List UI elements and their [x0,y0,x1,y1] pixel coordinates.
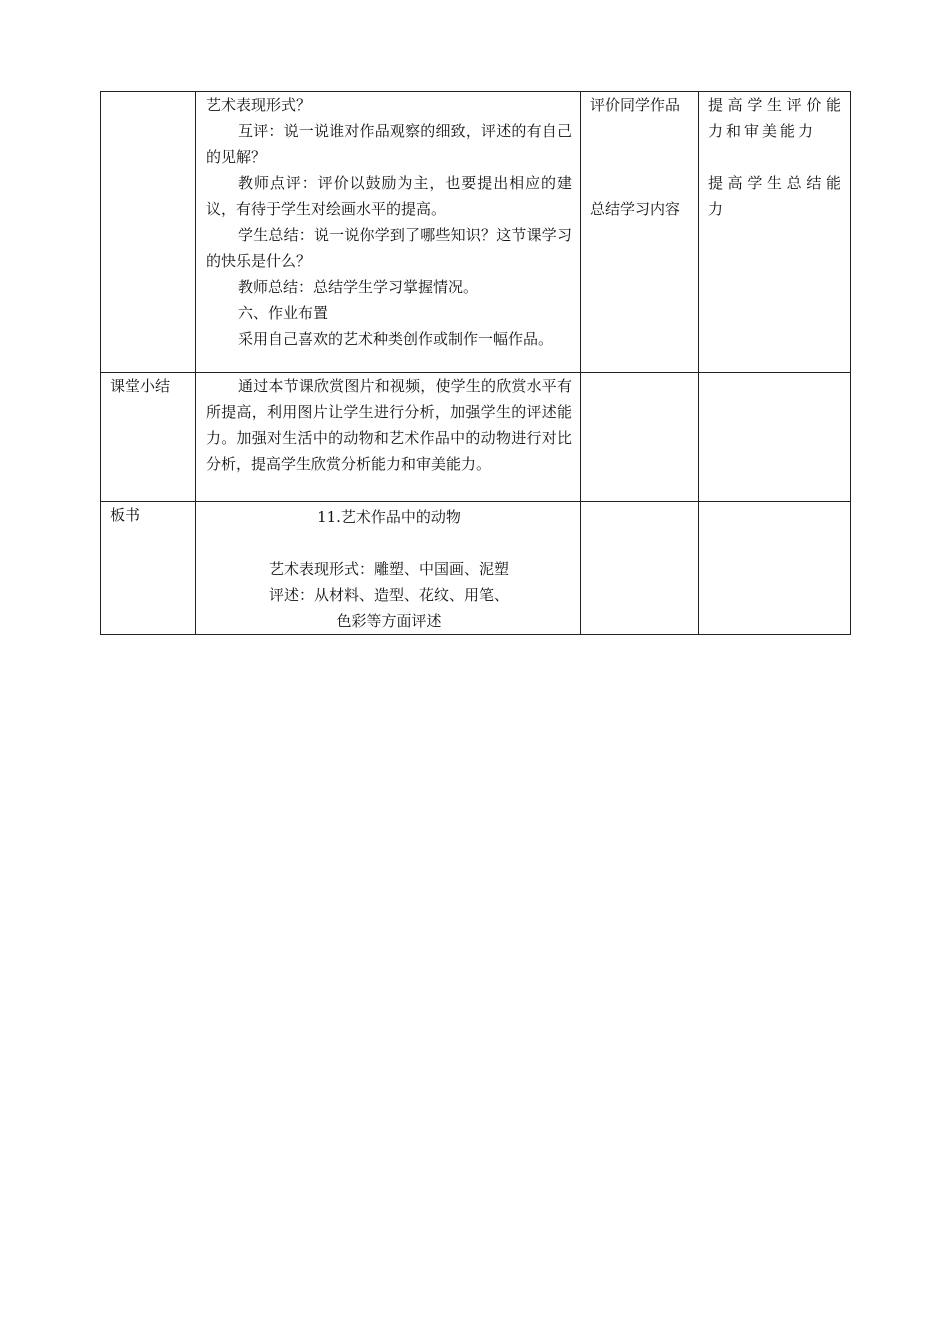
summary-label: 课堂小结 [110,377,171,395]
table-row-summary [101,373,851,502]
content-teacher-comment: 教师点评：评价以鼓励为主，也要提出相应的建议，有待于学生对绘画水平的提高。 [206,174,572,218]
content-teacher-summary: 教师总结：总结学生学习掌握情况。 [238,278,479,296]
board-empty-cell [699,502,851,635]
student-activity-cell [581,92,699,373]
summary-empty-cell [581,373,699,502]
row-label-empty [101,92,196,373]
table-row-activity [101,92,851,373]
intention-cell [699,92,851,373]
activity-content-cell [196,92,581,373]
board-content-cell [196,502,581,635]
spacer [590,170,692,196]
board-line-review: 评述：从材料、造型、花纹、用笔、 [268,586,509,604]
student-activity-evaluate: 评价同学作品 [590,96,681,114]
lesson-plan-table [100,91,851,635]
content-line-art-forms: 艺术表现形式？ [206,96,312,114]
spacer [590,118,692,170]
spacer [206,530,572,556]
content-homework: 采用自己喜欢的艺术种类创作或制作一幅作品。 [238,330,554,348]
summary-empty-cell [699,373,851,502]
board-line-art-forms: 艺术表现形式：雕塑、中国画、泥塑 [268,560,509,578]
board-line-review-cont: 色彩等方面评述 [336,612,442,630]
spacer [708,144,844,170]
row-label-summary [101,373,196,502]
intention-evaluate: 提高学生评价能力和审美能力 [708,96,844,140]
row-label-board [101,502,196,635]
content-mutual-review: 互评：说一说谁对作品观察的细致，评述的有自己的见解？ [206,122,572,166]
table-row-board [101,502,851,635]
board-empty-cell [581,502,699,635]
intention-summarize: 提高学生总结能力 [708,174,844,218]
content-section-heading: 六、作业布置 [238,304,329,322]
board-label: 板书 [110,506,141,524]
board-title: 11.艺术作品中的动物 [317,508,461,526]
student-activity-summarize: 总结学习内容 [590,200,681,218]
summary-content-cell [196,373,581,502]
summary-content: 通过本节课欣赏图片和视频，使学生的欣赏水平有所提高，利用图片让学生进行分析，加强学生的评述能力。加强对生活中的动物和艺术作品中的动物进行对比分析，提高学生欣赏分析能力和审美能力。 [206,377,572,473]
content-student-summary: 学生总结：说一说你学到了哪些知识？这节课学习的快乐是什么？ [206,226,572,270]
